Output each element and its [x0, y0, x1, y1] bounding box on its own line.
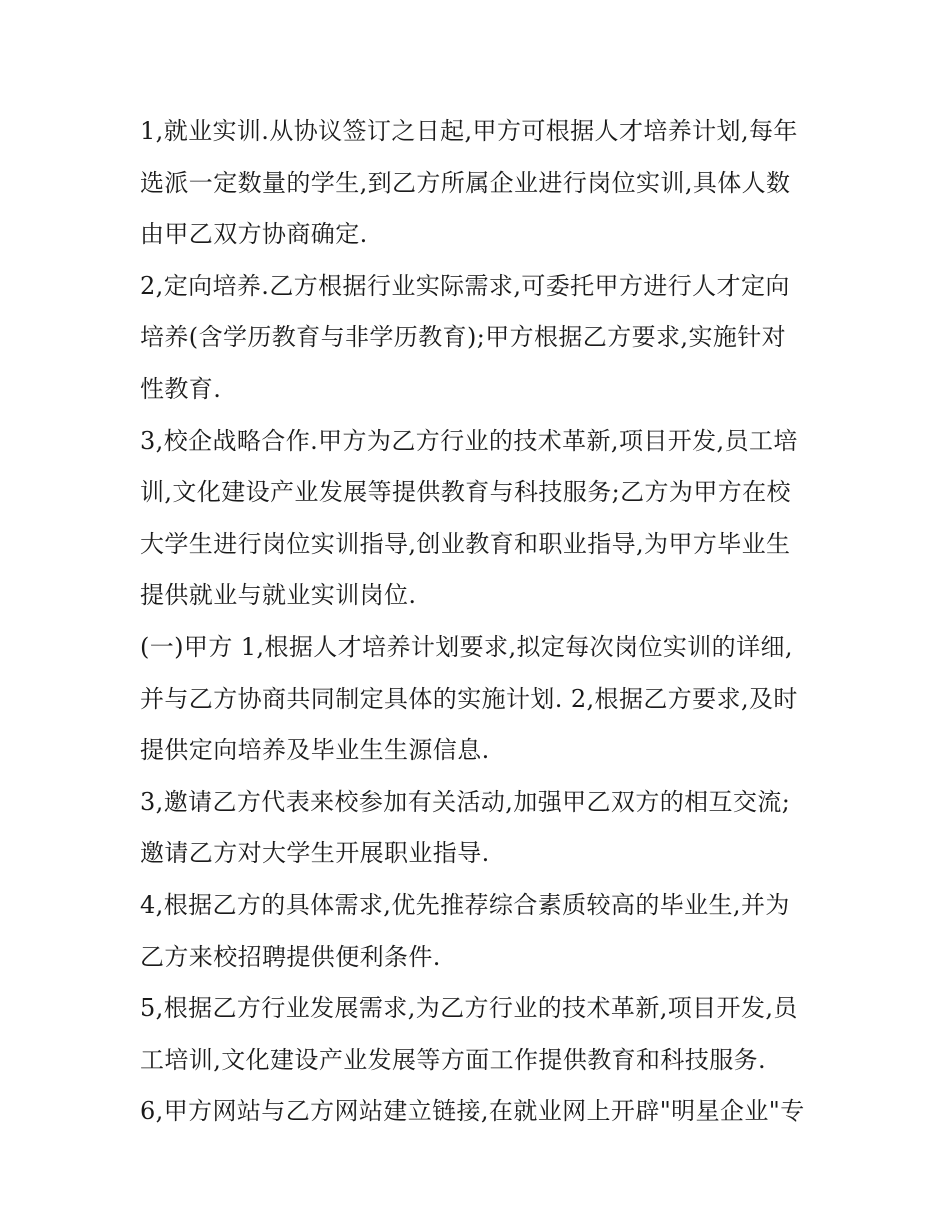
- text-line: 由甲乙双方协商确定.: [140, 220, 368, 249]
- text-line: 4,根据乙方的具体需求,优先推荐综合素质较高的毕业生,并为: [140, 890, 790, 919]
- text-line: 大学生进行岗位实训指导,创业教育和职业指导,为甲方毕业生: [140, 529, 791, 558]
- text-line: 1,就业实训.从协议签订之日起,甲方可根据人才培养计划,每年: [140, 117, 798, 145]
- text-line: 训,文化建设产业发展等提供教育与科技服务;乙方为甲方在校: [140, 478, 791, 507]
- text-line: 性教育.: [140, 374, 222, 403]
- text-line: 提供就业与就业实训岗位.: [140, 581, 417, 610]
- text-line: 3,校企战略合作.甲方为乙方行业的技术革新,项目开发,员工培: [140, 426, 798, 455]
- text-line: 5,根据乙方行业发展需求,为乙方行业的技术革新,项目开发,员: [140, 994, 798, 1023]
- text-line: 邀请乙方对大学生开展职业指导.: [140, 839, 490, 868]
- text-line: 选派一定数量的学生,到乙方所属企业进行岗位实训,具体人数: [140, 168, 791, 197]
- text-line: 并与乙方协商共同制定具体的实施计划. 2,根据乙方要求,及时: [140, 684, 798, 713]
- text-line: (一)甲方 1,根据人才培养计划要求,拟定每次岗位实训的详细,: [140, 632, 793, 661]
- text-line: 3,邀请乙方代表来校参加有关活动,加强甲乙双方的相互交流;: [140, 787, 791, 816]
- text-line: 提供定向培养及毕业生生源信息.: [140, 736, 490, 765]
- text-line: 乙方来校招聘提供便利条件.: [140, 942, 441, 971]
- text-line: 2,定向培养.乙方根据行业实际需求,可委托甲方进行人才定向: [140, 271, 790, 300]
- text-line: 工培训,文化建设产业发展等方面工作提供教育和科技服务.: [140, 1045, 767, 1074]
- text-line: 培养(含学历教育与非学历教育);甲方根据乙方要求,实施针对: [140, 323, 787, 352]
- text-line: 6,甲方网站与乙方网站建立链接,在就业网上开辟"明星企业"专: [140, 1097, 805, 1126]
- document-body: [140, 106, 820, 1138]
